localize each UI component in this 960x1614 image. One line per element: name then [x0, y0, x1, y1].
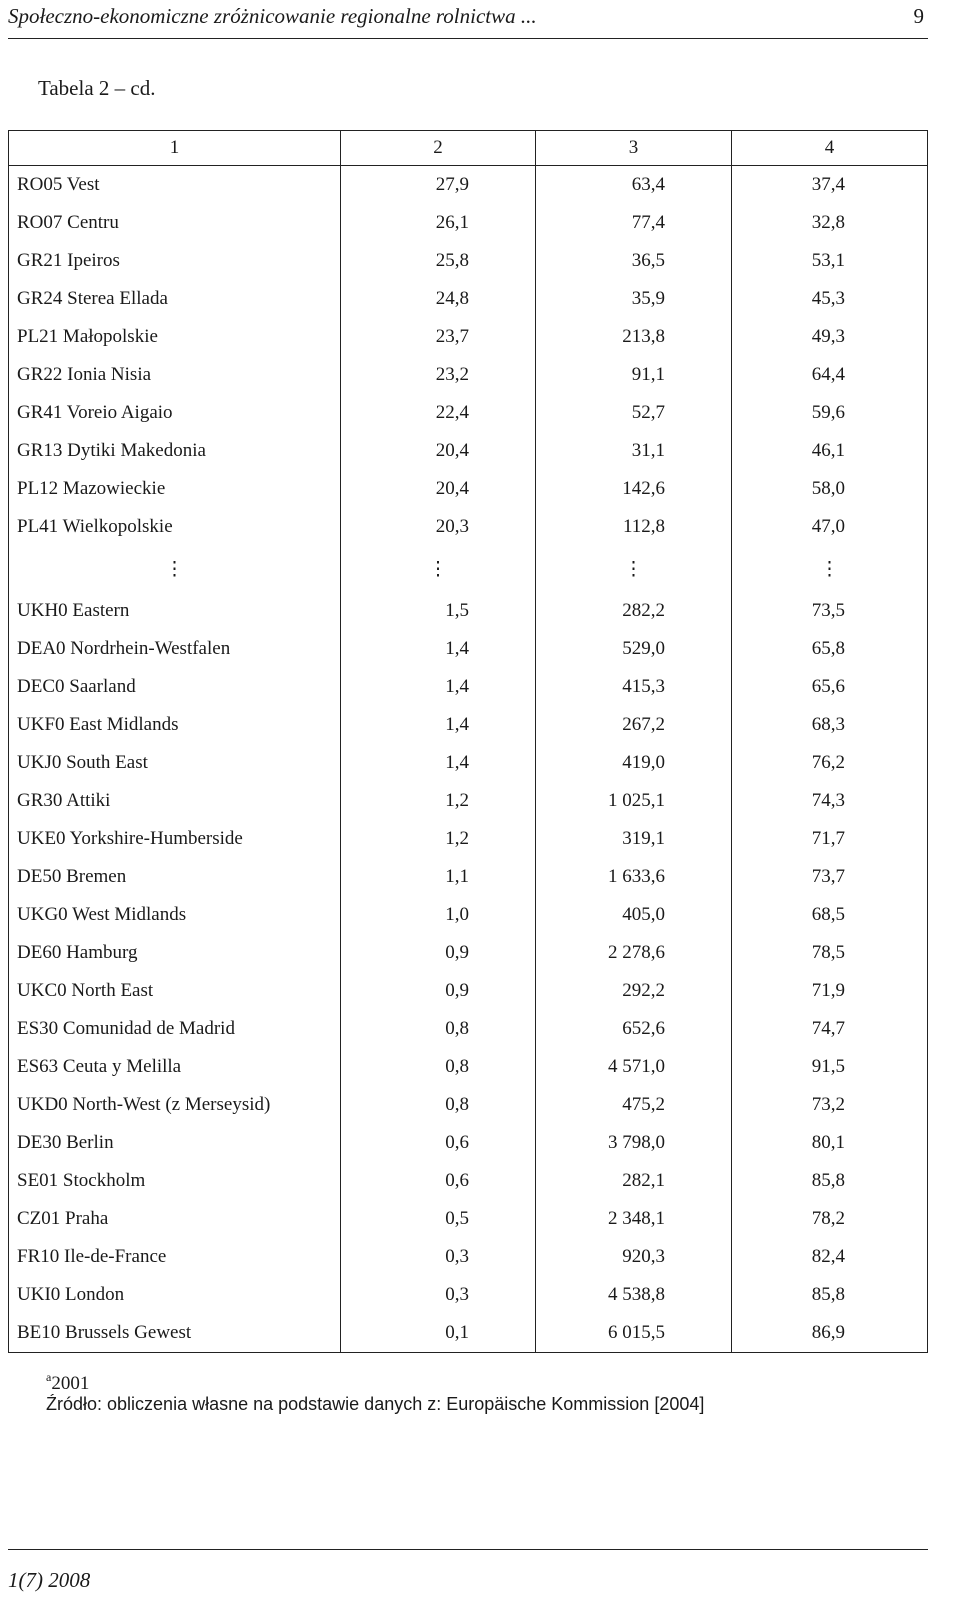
region-cell: SE01 Stockholm: [9, 1162, 341, 1200]
running-head: [8, 2, 928, 39]
table-body: [9, 166, 928, 1353]
value-cell: 73,5: [732, 592, 928, 630]
value-cell: 91,5: [732, 1048, 928, 1086]
value-cell: 405,0: [536, 896, 732, 934]
value-cell: 1,4: [341, 744, 536, 782]
vertical-ellipsis: ⋮: [165, 558, 184, 580]
value-cell: 1,5: [341, 592, 536, 630]
region-cell: DE50 Bremen: [9, 858, 341, 896]
value-cell: 2 278,6: [536, 934, 732, 972]
value-cell: 63,4: [536, 166, 732, 205]
value-cell: 0,3: [341, 1238, 536, 1276]
value-cell: 64,4: [732, 356, 928, 394]
table-row: [9, 630, 928, 668]
value-cell: 65,8: [732, 630, 928, 668]
value-cell: 37,4: [732, 166, 928, 205]
table-row: [9, 1200, 928, 1238]
value-cell: 68,5: [732, 896, 928, 934]
running-head-title: Społeczno-ekonomiczne zróżnicowanie regionalne rolnictwa ...: [8, 4, 537, 28]
value-cell: 25,8: [341, 242, 536, 280]
value-cell: 282,1: [536, 1162, 732, 1200]
value-cell: 0,3: [341, 1276, 536, 1314]
region-cell: RO05 Vest: [9, 166, 341, 205]
table-row: [9, 1086, 928, 1124]
region-cell: PL12 Mazowieckie: [9, 470, 341, 508]
value-cell: 652,6: [536, 1010, 732, 1048]
table-row: [9, 508, 928, 546]
value-cell: 36,5: [536, 242, 732, 280]
table-row: [9, 1238, 928, 1276]
footnote-text: 2001: [51, 1373, 90, 1394]
value-cell: 1 025,1: [536, 782, 732, 820]
value-cell: 73,7: [732, 858, 928, 896]
value-cell: 0,5: [341, 1200, 536, 1238]
value-cell: 73,2: [732, 1086, 928, 1124]
value-cell: 71,7: [732, 820, 928, 858]
table-header-row: [9, 131, 928, 166]
value-cell: 0,1: [341, 1314, 536, 1353]
value-cell: 920,3: [536, 1238, 732, 1276]
value-cell: 0,9: [341, 934, 536, 972]
value-cell: 85,8: [732, 1276, 928, 1314]
table-row: [9, 934, 928, 972]
value-cell: 0,9: [341, 972, 536, 1010]
table-row: [9, 668, 928, 706]
value-cell: 86,9: [732, 1314, 928, 1353]
value-cell: 20,4: [341, 470, 536, 508]
table-row: [9, 204, 928, 242]
vertical-ellipsis: ⋮: [624, 558, 643, 580]
ellipsis-cell: [732, 546, 928, 592]
value-cell: 24,8: [341, 280, 536, 318]
value-cell: 0,6: [341, 1124, 536, 1162]
column-header: 3: [536, 131, 732, 166]
region-cell: PL21 Małopolskie: [9, 318, 341, 356]
value-cell: 74,7: [732, 1010, 928, 1048]
value-cell: 1,4: [341, 668, 536, 706]
value-cell: 32,8: [732, 204, 928, 242]
value-cell: 1 633,6: [536, 858, 732, 896]
value-cell: 71,9: [732, 972, 928, 1010]
column-header: 4: [732, 131, 928, 166]
value-cell: 20,3: [341, 508, 536, 546]
value-cell: 68,3: [732, 706, 928, 744]
table-row: [9, 592, 928, 630]
value-cell: 282,2: [536, 592, 732, 630]
value-cell: 23,2: [341, 356, 536, 394]
table-row: [9, 1010, 928, 1048]
table-row: [9, 166, 928, 205]
region-cell: DE30 Berlin: [9, 1124, 341, 1162]
source-note: Źródło: obliczenia własne na podstawie danych z: Europäische Kommission [2004]: [46, 1394, 705, 1414]
region-cell: GR22 Ionia Nisia: [9, 356, 341, 394]
footnote: [46, 1370, 89, 1395]
region-cell: UKF0 East Midlands: [9, 706, 341, 744]
value-cell: 1,2: [341, 820, 536, 858]
data-table: [8, 130, 928, 1353]
value-cell: 4 571,0: [536, 1048, 732, 1086]
table-row: [9, 394, 928, 432]
region-cell: DEA0 Nordrhein-Westfalen: [9, 630, 341, 668]
value-cell: 4 538,8: [536, 1276, 732, 1314]
value-cell: 46,1: [732, 432, 928, 470]
footnote-marker: a: [46, 1370, 52, 1384]
table-row: [9, 432, 928, 470]
region-cell: DEC0 Saarland: [9, 668, 341, 706]
region-cell: GR41 Voreio Aigaio: [9, 394, 341, 432]
value-cell: 78,2: [732, 1200, 928, 1238]
column-header: 2: [341, 131, 536, 166]
region-cell: GR30 Attiki: [9, 782, 341, 820]
region-cell: UKI0 London: [9, 1276, 341, 1314]
value-cell: 0,8: [341, 1048, 536, 1086]
ellipsis-cell: [9, 546, 341, 592]
value-cell: 319,1: [536, 820, 732, 858]
value-cell: 22,4: [341, 394, 536, 432]
value-cell: 82,4: [732, 1238, 928, 1276]
ellipsis-cell: [341, 546, 536, 592]
footer-rule: [8, 1549, 928, 1550]
ellipsis-row: [9, 546, 928, 592]
vertical-ellipsis: ⋮: [820, 558, 839, 580]
value-cell: 23,7: [341, 318, 536, 356]
region-cell: PL41 Wielkopolskie: [9, 508, 341, 546]
region-cell: UKE0 Yorkshire-Humberside: [9, 820, 341, 858]
value-cell: 76,2: [732, 744, 928, 782]
value-cell: 35,9: [536, 280, 732, 318]
value-cell: 78,5: [732, 934, 928, 972]
value-cell: 419,0: [536, 744, 732, 782]
region-cell: UKC0 North East: [9, 972, 341, 1010]
value-cell: 112,8: [536, 508, 732, 546]
value-cell: 267,2: [536, 706, 732, 744]
table-row: [9, 470, 928, 508]
value-cell: 1,1: [341, 858, 536, 896]
value-cell: 1,4: [341, 630, 536, 668]
table-row: [9, 242, 928, 280]
value-cell: 529,0: [536, 630, 732, 668]
value-cell: 292,2: [536, 972, 732, 1010]
table-row: [9, 1276, 928, 1314]
region-cell: ES30 Comunidad de Madrid: [9, 1010, 341, 1048]
value-cell: 1,2: [341, 782, 536, 820]
table-row: [9, 1048, 928, 1086]
value-cell: 213,8: [536, 318, 732, 356]
value-cell: 31,1: [536, 432, 732, 470]
value-cell: 26,1: [341, 204, 536, 242]
region-cell: GR13 Dytiki Makedonia: [9, 432, 341, 470]
table-row: [9, 782, 928, 820]
value-cell: 415,3: [536, 668, 732, 706]
table-row: [9, 1124, 928, 1162]
value-cell: 65,6: [732, 668, 928, 706]
value-cell: 77,4: [536, 204, 732, 242]
value-cell: 0,8: [341, 1086, 536, 1124]
table-caption: Tabela 2 – cd.: [38, 76, 156, 100]
value-cell: 2 348,1: [536, 1200, 732, 1238]
value-cell: 20,4: [341, 432, 536, 470]
ellipsis-cell: [536, 546, 732, 592]
region-cell: UKJ0 South East: [9, 744, 341, 782]
region-cell: UKD0 North-West (z Merseysid): [9, 1086, 341, 1124]
value-cell: 6 015,5: [536, 1314, 732, 1353]
table-row: [9, 972, 928, 1010]
value-cell: 0,6: [341, 1162, 536, 1200]
table-row: [9, 318, 928, 356]
region-cell: BE10 Brussels Gewest: [9, 1314, 341, 1353]
value-cell: 3 798,0: [536, 1124, 732, 1162]
value-cell: 80,1: [732, 1124, 928, 1162]
column-header: 1: [9, 131, 341, 166]
region-cell: FR10 Ile-de-France: [9, 1238, 341, 1276]
region-cell: GR21 Ipeiros: [9, 242, 341, 280]
table-row: [9, 1314, 928, 1353]
table-row: [9, 1162, 928, 1200]
region-cell: UKG0 West Midlands: [9, 896, 341, 934]
value-cell: 85,8: [732, 1162, 928, 1200]
region-cell: UKH0 Eastern: [9, 592, 341, 630]
table-row: [9, 896, 928, 934]
value-cell: 27,9: [341, 166, 536, 205]
vertical-ellipsis: ⋮: [428, 558, 448, 580]
region-cell: RO07 Centru: [9, 204, 341, 242]
issue-label: 1(7) 2008: [8, 1568, 91, 1592]
value-cell: 0,8: [341, 1010, 536, 1048]
value-cell: 49,3: [732, 318, 928, 356]
value-cell: 47,0: [732, 508, 928, 546]
value-cell: 142,6: [536, 470, 732, 508]
page-number: 9: [913, 4, 924, 28]
table-row: [9, 858, 928, 896]
table-row: [9, 744, 928, 782]
value-cell: 53,1: [732, 242, 928, 280]
region-cell: GR24 Sterea Ellada: [9, 280, 341, 318]
region-cell: CZ01 Praha: [9, 1200, 341, 1238]
table-row: [9, 356, 928, 394]
value-cell: 59,6: [732, 394, 928, 432]
value-cell: 58,0: [732, 470, 928, 508]
value-cell: 45,3: [732, 280, 928, 318]
value-cell: 91,1: [536, 356, 732, 394]
table-row: [9, 280, 928, 318]
region-cell: ES63 Ceuta y Melilla: [9, 1048, 341, 1086]
table-row: [9, 820, 928, 858]
value-cell: 52,7: [536, 394, 732, 432]
value-cell: 1,4: [341, 706, 536, 744]
region-cell: DE60 Hamburg: [9, 934, 341, 972]
value-cell: 475,2: [536, 1086, 732, 1124]
table-row: [9, 706, 928, 744]
value-cell: 74,3: [732, 782, 928, 820]
value-cell: 1,0: [341, 896, 536, 934]
